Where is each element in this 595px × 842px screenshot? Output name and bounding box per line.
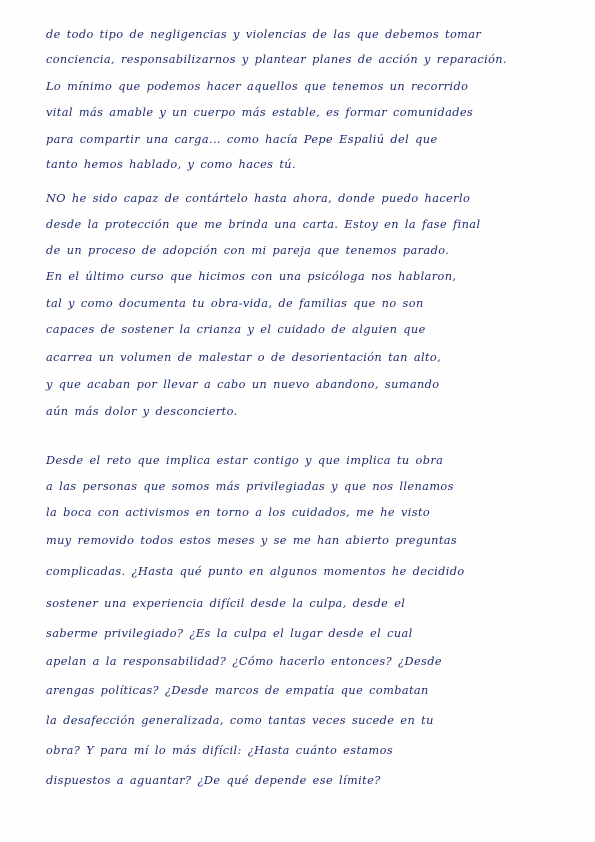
- paragraph-3-line-7: saberme privilegiado? ¿Es la culpa el lugar desde el cual: [46, 627, 413, 640]
- paragraph-1-line-1: de todo tipo de negligencias y violencias de las que debemos tomar: [46, 28, 482, 41]
- paragraph-2-line-3: de un proceso de adopción con mi pareja que tenemos parado.: [46, 244, 450, 257]
- paragraph-2-line-1: NO he sido capaz de contártelo hasta ahora, donde puedo hacerlo: [46, 192, 471, 205]
- paragraph-2-line-9: aún más dolor y desconcierto.: [46, 405, 238, 418]
- paragraph-3-line-6: sostener una experiencia difícil desde la culpa, desde el: [46, 597, 406, 610]
- paragraph-3-line-4: muy removido todos estos meses y se me han abierto preguntas: [46, 534, 458, 547]
- paragraph-1-line-5: para compartir una carga... como hacía Pepe Espaliú del que: [46, 133, 438, 146]
- paragraph-3-line-5: complicadas. ¿Hasta qué punto en algunos momentos he decidido: [46, 565, 465, 578]
- paragraph-2-line-7: acarrea un volumen de malestar o de desorientación tan alto,: [46, 351, 442, 364]
- paragraph-1-line-3: Lo mínimo que podemos hacer aquellos que tenemos un recorrido: [46, 80, 469, 93]
- paragraph-1-line-4: vital más amable y un cuerpo más estable, es formar comunidades: [46, 106, 474, 119]
- paragraph-3-line-8: apelan a la responsabilidad? ¿Cómo hacerlo entonces? ¿Desde: [46, 655, 442, 668]
- paragraph-2-line-5: tal y como documenta tu obra-vida, de familias que no son: [46, 297, 424, 310]
- paragraph-3-line-2: a las personas que somos más privilegiadas y que nos llenamos: [46, 480, 454, 493]
- paragraph-3-line-9: arengas políticas? ¿Desde marcos de empatía que combatan: [46, 684, 429, 697]
- paragraph-3-line-1: Desde el reto que implica estar contigo y que implica tu obra: [46, 454, 444, 467]
- paragraph-1-line-6: tanto hemos hablado, y como haces tú.: [46, 158, 296, 171]
- paragraph-2-line-2: desde la protección que me brinda una carta. Estoy en la fase final: [46, 218, 481, 231]
- paragraph-2-line-4: En el último curso que hicimos con una psicóloga nos hablaron,: [46, 270, 457, 283]
- paragraph-3-line-12: dispuestos a aguantar? ¿De qué depende ese límite?: [46, 774, 381, 787]
- paragraph-2-line-6: capaces de sostener la crianza y el cuidado de alguien que: [46, 323, 426, 336]
- paragraph-3-line-3: la boca con activismos en torno a los cuidados, me he visto: [46, 506, 431, 519]
- paragraph-3-line-10: la desafección generalizada, como tantas veces sucede en tu: [46, 714, 434, 727]
- paragraph-1-line-2: conciencia, responsabilizarnos y plantear planes de acción y reparación.: [46, 53, 507, 66]
- paragraph-3-line-11: obra? Y para mí lo más difícil: ¿Hasta cuánto estamos: [46, 744, 394, 757]
- paragraph-2-line-8: y que acaban por llevar a cabo un nuevo abandono, sumando: [46, 378, 440, 391]
